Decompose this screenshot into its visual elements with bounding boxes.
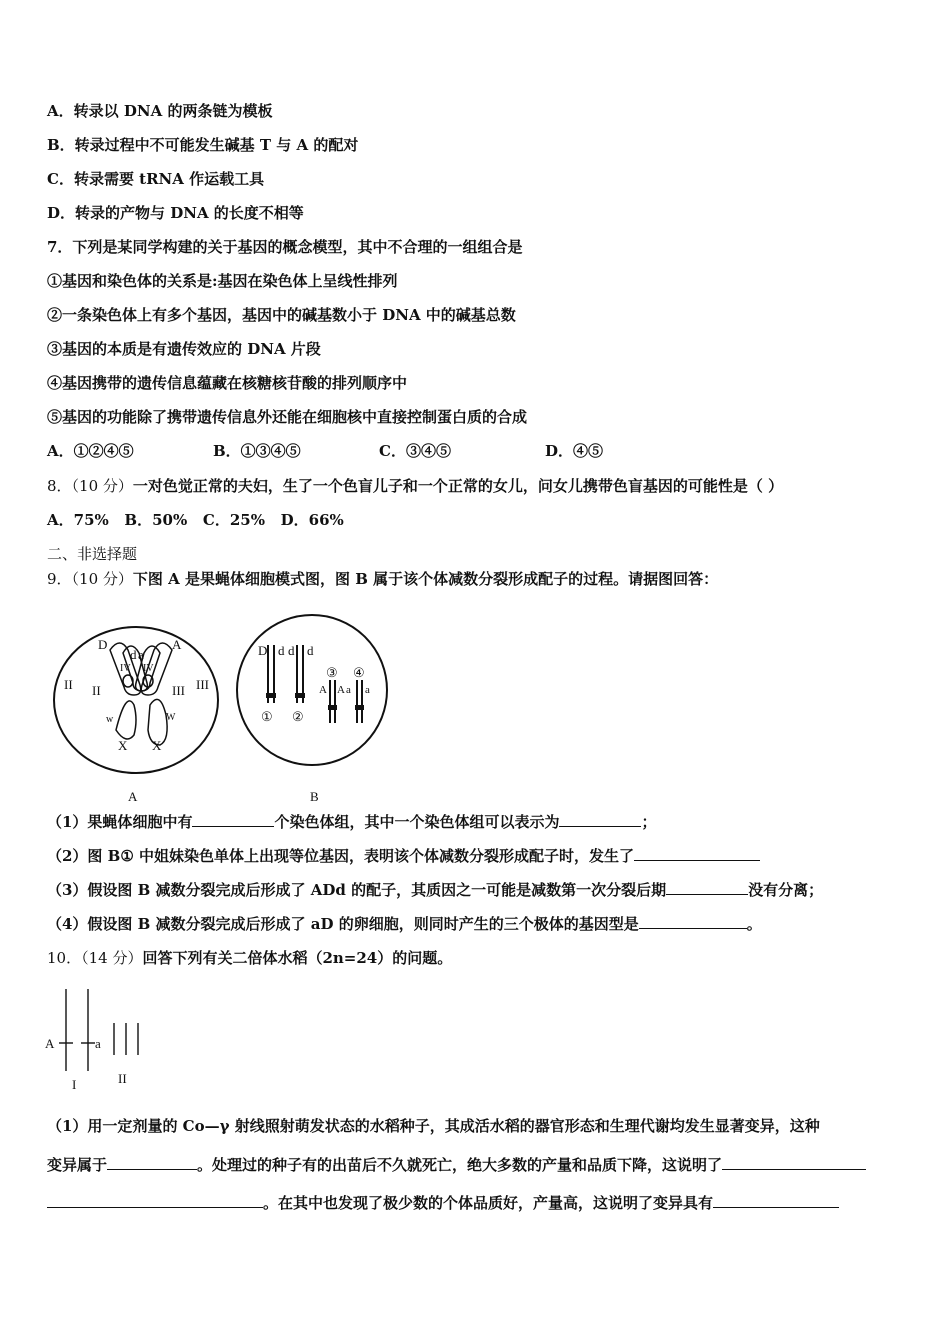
cell-b-label-3: ③ <box>326 665 338 680</box>
q7-option-d: D．④⑤ <box>545 442 604 460</box>
q8-text: 一对色觉正常的夫妇，生了一个色盲儿子和一个正常的女儿，问女儿携带色盲基因的可能性是（ ） <box>132 477 784 495</box>
cell-b-label-d-upper: D <box>258 643 268 658</box>
q7-statement-3: ③基因的本质是有遗传效应的 DNA 片段 <box>47 340 321 358</box>
q10-text: 回答下列有关二倍体水稻（2n=24）的问题。 <box>142 949 453 967</box>
q9-figure-svg <box>50 605 390 810</box>
q7-statement-5: ⑤基因的功能除了携带遗传信息外还能在细胞核中直接控制蛋白质的合成 <box>47 408 528 426</box>
q9-part-4-text-a: （4）假设图 B 减数分裂完成后形成了 aD 的卵细胞，则同时产生的三个极体的基因型是 <box>47 915 639 933</box>
cell-a-label-w-lower: w <box>106 714 114 725</box>
q10-number: 10． <box>47 949 82 967</box>
q10-part-1-blank-4[interactable] <box>713 1193 839 1208</box>
label-allele-a-upper: A <box>45 1036 55 1051</box>
label-allele-a-lower: a <box>95 1036 101 1051</box>
q9-part-1-text-b: 个染色体组，其中一个染色体组可以表示为 <box>274 813 560 831</box>
cell-a-label-iv-right: IV <box>143 663 154 674</box>
cell-b-label-a-lower-1: a <box>346 684 351 696</box>
label-group-ii: II <box>118 1071 127 1086</box>
cell-b-label-a-upper: A <box>319 684 327 696</box>
centromere-2 <box>295 693 305 698</box>
q7-stem: 7．下列是某同学构建的关于基因的概念模型，其中不合理的一组组合是 <box>47 238 523 256</box>
q9-part-1 <box>47 812 656 832</box>
q6-option-c: C．转录需要 tRNA 作运载工具 <box>47 170 265 188</box>
cell-b-label-4: ④ <box>353 665 365 680</box>
q9-part-1-blank-1[interactable] <box>192 812 274 827</box>
q10-part-1-line-3 <box>47 1193 839 1213</box>
q7-statement-4: ④基因携带的遗传信息蕴藏在核糖核苷酸的排列顺序中 <box>47 374 408 392</box>
q10-part-1-text-b: 变异属于 <box>47 1156 108 1174</box>
q8-number: 8． <box>47 477 72 495</box>
q7-statement-2: ②一条染色体上有多个基因，基因中的碱基数小于 DNA 中的碱基总数 <box>47 306 516 324</box>
q9-part-3-blank[interactable] <box>666 880 748 895</box>
q8-score: （10 分） <box>71 477 133 495</box>
q10-part-1-line-1: （1）用一定剂量的 Co—γ 射线照射萌发状态的水稻种子，其成活水稻的器官形态和生理代谢均发生显著变异，这种 <box>47 1117 820 1135</box>
q9-part-2 <box>47 846 760 866</box>
centromere-4 <box>355 705 364 710</box>
q9-part-4-text-b: 。 <box>746 915 762 933</box>
q9-part-4-blank[interactable] <box>639 914 747 929</box>
q8-stem <box>47 476 783 496</box>
cell-a-label-iv-left: IV <box>120 663 131 674</box>
q10-part-1-line-2 <box>47 1155 866 1175</box>
q7-option-a: A．①②④⑤ <box>47 442 134 460</box>
cell-a-label-ii-left: II <box>64 677 73 692</box>
cell-b-label-d1: d <box>278 643 285 658</box>
q10-part-1-text-c: 。处理过的种子有的出苗后不久就死亡，绝大多数的产量和品质下降，这说明了 <box>197 1156 723 1174</box>
q10-figure-svg <box>44 985 154 1095</box>
q9-part-2-text: （2）图 B① 中姐妹染色单体上出现等位基因，表明该个体减数分裂形成配子时，发生了 <box>47 847 635 865</box>
q9-part-2-blank[interactable] <box>634 846 760 861</box>
q9-part-1-blank-2[interactable] <box>559 812 641 827</box>
label-group-i: I <box>72 1077 77 1092</box>
q8-options: A．75% B．50% C．25% D．66% <box>47 511 344 529</box>
q9-part-1-text-c: ； <box>641 813 657 831</box>
q10-figure <box>44 985 154 1095</box>
q9-score: （10 分） <box>71 570 133 588</box>
q10-score: （14 分） <box>81 949 143 967</box>
centromere-1 <box>266 693 276 698</box>
cell-a-label-iii-right: III <box>196 677 209 692</box>
q7-options <box>47 441 603 461</box>
q9-part-3 <box>47 880 823 900</box>
cell-b-label-a-lower-2: a <box>365 684 370 696</box>
cell-b-label-d3: d <box>307 643 314 658</box>
cell-a-label-x2: X <box>152 738 162 753</box>
figure-label-b: B <box>310 789 319 804</box>
cell-b-label-2: ② <box>292 709 304 724</box>
cell-a-label-w-upper: W <box>166 712 176 723</box>
cell-a-label-d-upper: D <box>98 637 108 652</box>
q9-part-3-text-a: （3）假设图 B 减数分裂完成后形成了 ADd 的配子，其质因之一可能是减数第一次分裂后期 <box>47 881 667 899</box>
cell-b-label-a-upper-2: A <box>337 684 345 696</box>
q7-option-c: C．③④⑤ <box>379 442 451 460</box>
chromosome-x-left <box>116 701 136 739</box>
q9-stem <box>47 569 718 589</box>
section-heading: 二、非选择题 <box>47 545 138 563</box>
cell-a-label-iii-inner: III <box>172 683 185 698</box>
q9-part-4 <box>47 914 762 934</box>
q9-number: 9． <box>47 570 72 588</box>
cell-b-label-d2: d <box>288 643 295 658</box>
q7-statement-1: ①基因和染色体的关系是:基因在染色体上呈线性排列 <box>47 272 398 290</box>
chromosome-iv-left <box>123 675 133 687</box>
q7-option-b: B．①③④⑤ <box>213 442 301 460</box>
cell-a-label-a-upper: A <box>172 637 182 652</box>
figure-label-a: A <box>128 789 138 804</box>
q10-part-1-blank-3[interactable] <box>47 1193 263 1208</box>
cell-b-label-1: ① <box>261 709 273 724</box>
q9-text: 下图 A 是果蝇体细胞模式图，图 B 属于该个体减数分裂形成配子的过程。请据图回答： <box>132 570 719 588</box>
cell-a-label-a-lower: a <box>138 647 144 662</box>
q6-option-a: A．转录以 DNA 的两条链为模板 <box>47 102 273 120</box>
q10-part-1-text-d: 。在其中也发现了极少数的个体品质好，产量高，这说明了变异具有 <box>263 1194 714 1212</box>
q9-figure <box>50 605 390 810</box>
centromere-3 <box>328 705 337 710</box>
q10-part-1-blank-2[interactable] <box>722 1155 866 1170</box>
q10-stem <box>47 948 452 968</box>
cell-a-label-ii-inner: II <box>92 683 101 698</box>
q10-part-1-blank-1[interactable] <box>107 1155 197 1170</box>
q6-option-d: D．转录的产物与 DNA 的长度不相等 <box>47 204 304 222</box>
q9-part-3-text-b: 没有分离； <box>748 881 824 899</box>
cell-a-label-d-lower: d <box>130 647 137 662</box>
cell-a-label-x1: X <box>118 738 128 753</box>
q6-option-b: B．转录过程中不可能发生碱基 T 与 A 的配对 <box>47 136 359 154</box>
q9-part-1-text-a: （1）果蝇体细胞中有 <box>47 813 193 831</box>
